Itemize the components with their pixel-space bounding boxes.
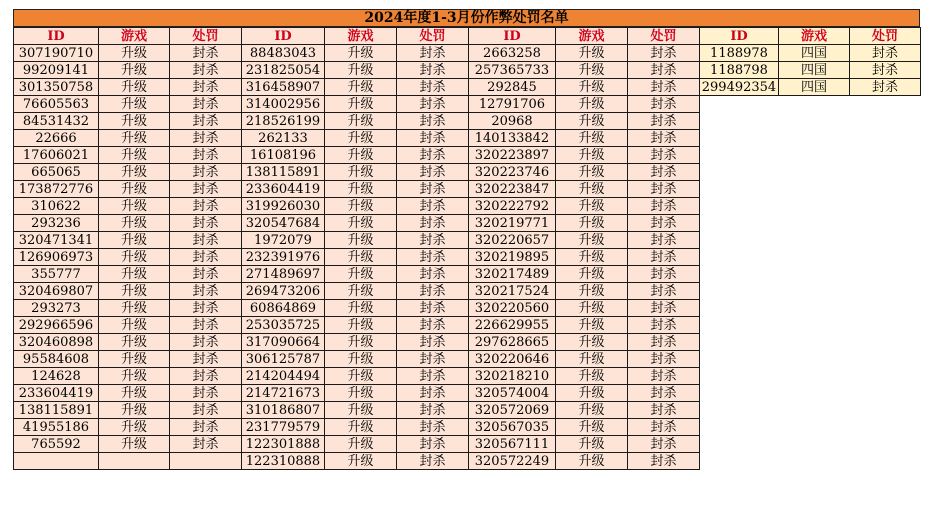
main-cell[interactable]: 319926030 xyxy=(242,198,325,215)
main-cell[interactable]: 升级 xyxy=(99,402,170,419)
main-cell[interactable]: 升级 xyxy=(325,368,397,385)
main-cell[interactable]: 封杀 xyxy=(170,113,242,130)
side-table-row xyxy=(700,62,921,79)
main-cell[interactable]: 升级 xyxy=(99,283,170,300)
main-cell[interactable]: 封杀 xyxy=(170,79,242,96)
main-cell[interactable]: 封杀 xyxy=(170,45,242,62)
main-cell[interactable]: 355777 xyxy=(14,266,99,283)
main-cell[interactable]: 封杀 xyxy=(397,283,469,300)
main-cell[interactable]: 封杀 xyxy=(628,334,700,351)
side-cell[interactable]: 四国 xyxy=(779,62,850,79)
main-cell[interactable]: 封杀 xyxy=(628,232,700,249)
main-cell[interactable]: 升级 xyxy=(325,351,397,368)
main-cell[interactable]: 封杀 xyxy=(628,419,700,436)
main-table-row xyxy=(14,249,700,266)
main-cell[interactable]: 升级 xyxy=(556,402,628,419)
main-table-row xyxy=(14,453,700,470)
main-cell[interactable]: 84531432 xyxy=(14,113,99,130)
main-cell[interactable]: 232391976 xyxy=(242,249,325,266)
side-cell[interactable]: 四国 xyxy=(779,79,850,96)
main-cell[interactable]: 320220646 xyxy=(469,351,556,368)
main-cell[interactable]: 173872776 xyxy=(14,181,99,198)
main-cell[interactable]: 升级 xyxy=(556,266,628,283)
main-cell[interactable]: 封杀 xyxy=(397,130,469,147)
main-cell[interactable]: 257365733 xyxy=(469,62,556,79)
side-cell[interactable]: 四国 xyxy=(779,45,850,62)
main-cell[interactable]: 升级 xyxy=(556,283,628,300)
main-cell[interactable]: 升级 xyxy=(99,249,170,266)
main-cell[interactable]: 封杀 xyxy=(170,385,242,402)
main-cell[interactable]: 320223847 xyxy=(469,181,556,198)
main-cell[interactable]: 升级 xyxy=(325,232,397,249)
main-cell[interactable]: 292966596 xyxy=(14,317,99,334)
main-cell[interactable]: 升级 xyxy=(325,45,397,62)
main-cell[interactable]: 2663258 xyxy=(469,45,556,62)
main-cell[interactable]: 122301888 xyxy=(242,436,325,453)
main-cell[interactable]: 升级 xyxy=(556,79,628,96)
side-table-row xyxy=(700,45,921,62)
main-cell[interactable]: 封杀 xyxy=(628,300,700,317)
main-cell[interactable]: 233604419 xyxy=(242,181,325,198)
main-cell[interactable]: 升级 xyxy=(325,181,397,198)
main-cell[interactable]: 升级 xyxy=(99,113,170,130)
main-cell[interactable]: 307190710 xyxy=(14,45,99,62)
main-cell[interactable]: 封杀 xyxy=(170,300,242,317)
main-cell[interactable]: 293273 xyxy=(14,300,99,317)
main-table-row xyxy=(14,215,700,232)
main-cell[interactable]: 封杀 xyxy=(628,113,700,130)
main-cell[interactable]: 升级 xyxy=(556,317,628,334)
main-cell[interactable]: 314002956 xyxy=(242,96,325,113)
main-cell[interactable]: 升级 xyxy=(556,453,628,470)
main-cell[interactable]: 升级 xyxy=(99,62,170,79)
side-table-row xyxy=(700,79,921,96)
main-cell[interactable]: 封杀 xyxy=(628,147,700,164)
main-cell[interactable]: 升级 xyxy=(99,45,170,62)
main-cell[interactable]: 封杀 xyxy=(628,453,700,470)
main-cell[interactable]: 320219771 xyxy=(469,215,556,232)
main-table-row xyxy=(14,130,700,147)
side-column-header[interactable]: 处罚 xyxy=(850,28,921,45)
main-column-header[interactable]: 游戏 xyxy=(556,28,628,45)
main-cell[interactable]: 升级 xyxy=(99,266,170,283)
main-column-header[interactable]: ID xyxy=(242,28,325,45)
main-cell[interactable]: 封杀 xyxy=(170,130,242,147)
main-cell[interactable]: 升级 xyxy=(99,232,170,249)
main-cell[interactable]: 升级 xyxy=(556,96,628,113)
main-cell[interactable]: 封杀 xyxy=(170,215,242,232)
main-cell[interactable]: 升级 xyxy=(99,300,170,317)
main-cell[interactable]: 320572069 xyxy=(469,402,556,419)
main-cell[interactable]: 升级 xyxy=(325,300,397,317)
main-cell[interactable]: 218526199 xyxy=(242,113,325,130)
main-table-row xyxy=(14,317,700,334)
main-cell[interactable]: 封杀 xyxy=(170,96,242,113)
main-cell[interactable]: 升级 xyxy=(99,385,170,402)
main-cell[interactable]: 封杀 xyxy=(170,334,242,351)
main-table-row xyxy=(14,300,700,317)
main-column-header[interactable]: 游戏 xyxy=(99,28,170,45)
main-cell[interactable]: 20968 xyxy=(469,113,556,130)
main-cell[interactable]: 138115891 xyxy=(242,164,325,181)
main-cell[interactable]: 封杀 xyxy=(397,164,469,181)
main-cell[interactable]: 231779579 xyxy=(242,419,325,436)
main-cell[interactable]: 封杀 xyxy=(628,436,700,453)
main-cell[interactable]: 升级 xyxy=(556,351,628,368)
main-cell[interactable]: 封杀 xyxy=(397,402,469,419)
main-cell[interactable]: 封杀 xyxy=(397,232,469,249)
main-cell[interactable]: 41955186 xyxy=(14,419,99,436)
main-cell[interactable]: 226629955 xyxy=(469,317,556,334)
side-header-row xyxy=(700,28,921,45)
main-cell[interactable]: 封杀 xyxy=(170,419,242,436)
main-cell[interactable]: 升级 xyxy=(556,300,628,317)
main-cell[interactable]: 升级 xyxy=(99,317,170,334)
main-cell[interactable]: 升级 xyxy=(325,402,397,419)
main-cell[interactable]: 765592 xyxy=(14,436,99,453)
main-cell[interactable]: 297628665 xyxy=(469,334,556,351)
main-cell[interactable] xyxy=(170,453,242,470)
main-cell[interactable]: 310186807 xyxy=(242,402,325,419)
main-cell[interactable]: 封杀 xyxy=(397,249,469,266)
main-cell[interactable]: 封杀 xyxy=(170,368,242,385)
main-cell[interactable]: 22666 xyxy=(14,130,99,147)
main-column-header[interactable]: 处罚 xyxy=(397,28,469,45)
main-cell[interactable]: 封杀 xyxy=(397,96,469,113)
main-cell[interactable]: 12791706 xyxy=(469,96,556,113)
main-cell[interactable]: 封杀 xyxy=(628,402,700,419)
main-cell[interactable]: 封杀 xyxy=(170,198,242,215)
main-cell[interactable]: 封杀 xyxy=(397,198,469,215)
main-cell[interactable]: 封杀 xyxy=(628,385,700,402)
main-cell[interactable]: 封杀 xyxy=(397,368,469,385)
main-cell[interactable]: 升级 xyxy=(556,198,628,215)
main-cell[interactable]: 138115891 xyxy=(14,402,99,419)
main-column-header[interactable]: 游戏 xyxy=(325,28,397,45)
main-cell[interactable]: 升级 xyxy=(325,436,397,453)
main-cell[interactable]: 封杀 xyxy=(170,249,242,266)
main-cell[interactable]: 封杀 xyxy=(628,266,700,283)
main-cell[interactable]: 316458907 xyxy=(242,79,325,96)
main-cell[interactable]: 293236 xyxy=(14,215,99,232)
main-table-row xyxy=(14,62,700,79)
main-cell[interactable]: 封杀 xyxy=(628,181,700,198)
main-cell[interactable]: 升级 xyxy=(556,164,628,181)
main-cell[interactable]: 封杀 xyxy=(628,79,700,96)
main-cell[interactable]: 60864869 xyxy=(242,300,325,317)
main-cell[interactable]: 封杀 xyxy=(397,147,469,164)
main-cell[interactable]: 封杀 xyxy=(628,130,700,147)
main-cell[interactable]: 1972079 xyxy=(242,232,325,249)
main-cell[interactable]: 升级 xyxy=(99,419,170,436)
main-cell[interactable]: 升级 xyxy=(325,113,397,130)
main-cell[interactable]: 升级 xyxy=(325,334,397,351)
main-cell[interactable]: 升级 xyxy=(556,113,628,130)
main-cell[interactable]: 262133 xyxy=(242,130,325,147)
main-cell[interactable]: 封杀 xyxy=(628,249,700,266)
main-cell[interactable]: 升级 xyxy=(99,181,170,198)
main-cell[interactable]: 封杀 xyxy=(170,317,242,334)
main-cell[interactable]: 封杀 xyxy=(397,385,469,402)
main-cell[interactable]: 封杀 xyxy=(397,419,469,436)
side-cell[interactable]: 封杀 xyxy=(850,45,921,62)
main-cell[interactable]: 封杀 xyxy=(628,164,700,181)
main-cell[interactable]: 320547684 xyxy=(242,215,325,232)
main-cell[interactable]: 124628 xyxy=(14,368,99,385)
main-cell[interactable]: 封杀 xyxy=(628,317,700,334)
main-cell[interactable]: 升级 xyxy=(99,198,170,215)
side-cell[interactable]: 299492354 xyxy=(700,79,779,96)
main-cell[interactable]: 封杀 xyxy=(170,232,242,249)
main-cell[interactable]: 封杀 xyxy=(170,283,242,300)
main-cell[interactable] xyxy=(14,453,99,470)
main-cell[interactable]: 封杀 xyxy=(628,62,700,79)
main-cell[interactable]: 升级 xyxy=(325,215,397,232)
main-cell[interactable]: 升级 xyxy=(325,164,397,181)
main-cell[interactable]: 16108196 xyxy=(242,147,325,164)
main-cell[interactable]: 升级 xyxy=(556,436,628,453)
main-cell[interactable]: 封杀 xyxy=(397,215,469,232)
main-table-row xyxy=(14,334,700,351)
main-cell[interactable]: 升级 xyxy=(325,419,397,436)
main-cell[interactable]: 封杀 xyxy=(170,147,242,164)
main-cell[interactable]: 升级 xyxy=(556,368,628,385)
main-cell[interactable]: 320217489 xyxy=(469,266,556,283)
main-cell[interactable]: 封杀 xyxy=(397,300,469,317)
main-cell[interactable]: 封杀 xyxy=(397,317,469,334)
main-cell[interactable]: 升级 xyxy=(556,147,628,164)
main-cell[interactable]: 升级 xyxy=(325,147,397,164)
main-cell[interactable]: 升级 xyxy=(556,181,628,198)
main-column-header[interactable]: ID xyxy=(14,28,99,45)
main-table-row xyxy=(14,113,700,130)
main-table-row xyxy=(14,283,700,300)
side-column-header[interactable]: 游戏 xyxy=(779,28,850,45)
main-cell[interactable]: 封杀 xyxy=(170,164,242,181)
main-table-row xyxy=(14,45,700,62)
main-cell[interactable]: 升级 xyxy=(99,130,170,147)
main-cell[interactable]: 317090664 xyxy=(242,334,325,351)
main-cell[interactable]: 320218210 xyxy=(469,368,556,385)
main-table-row xyxy=(14,96,700,113)
main-cell[interactable]: 升级 xyxy=(99,215,170,232)
main-cell[interactable]: 封杀 xyxy=(170,436,242,453)
main-cell[interactable]: 320217524 xyxy=(469,283,556,300)
main-cell[interactable]: 320471341 xyxy=(14,232,99,249)
main-cell[interactable]: 封杀 xyxy=(397,266,469,283)
main-cell[interactable]: 320222792 xyxy=(469,198,556,215)
main-cell[interactable]: 封杀 xyxy=(397,62,469,79)
main-cell[interactable]: 99209141 xyxy=(14,62,99,79)
main-table-row xyxy=(14,266,700,283)
sheet-title[interactable]: 2024年度1-3月份作弊处罚名单 xyxy=(13,9,920,27)
main-cell[interactable]: 封杀 xyxy=(628,368,700,385)
main-cell[interactable]: 封杀 xyxy=(397,45,469,62)
main-cell[interactable]: 升级 xyxy=(99,368,170,385)
main-cell[interactable]: 升级 xyxy=(325,96,397,113)
main-cell[interactable]: 665065 xyxy=(14,164,99,181)
main-cell[interactable]: 升级 xyxy=(556,232,628,249)
main-cell[interactable]: 升级 xyxy=(556,385,628,402)
main-column-header[interactable]: ID xyxy=(469,28,556,45)
main-cell[interactable]: 升级 xyxy=(325,62,397,79)
main-cell[interactable]: 320567111 xyxy=(469,436,556,453)
main-table-row xyxy=(14,385,700,402)
main-cell[interactable]: 升级 xyxy=(556,62,628,79)
main-cell[interactable]: 95584608 xyxy=(14,351,99,368)
main-cell[interactable] xyxy=(99,453,170,470)
main-cell[interactable]: 封杀 xyxy=(397,334,469,351)
main-cell[interactable]: 升级 xyxy=(99,436,170,453)
main-column-header[interactable]: 处罚 xyxy=(628,28,700,45)
main-cell[interactable]: 封杀 xyxy=(170,181,242,198)
main-cell[interactable]: 升级 xyxy=(99,96,170,113)
main-cell[interactable]: 231825054 xyxy=(242,62,325,79)
main-cell[interactable]: 320223897 xyxy=(469,147,556,164)
main-cell[interactable]: 升级 xyxy=(99,164,170,181)
main-cell[interactable]: 升级 xyxy=(325,283,397,300)
main-table-row xyxy=(14,419,700,436)
main-cell[interactable]: 320572249 xyxy=(469,453,556,470)
main-cell[interactable]: 301350758 xyxy=(14,79,99,96)
main-cell[interactable]: 253035725 xyxy=(242,317,325,334)
side-column-header[interactable]: ID xyxy=(700,28,779,45)
main-cell[interactable]: 升级 xyxy=(325,266,397,283)
main-cell[interactable]: 升级 xyxy=(556,249,628,266)
main-cell[interactable]: 126906973 xyxy=(14,249,99,266)
side-cell[interactable]: 封杀 xyxy=(850,79,921,96)
main-table-row xyxy=(14,181,700,198)
main-cell[interactable]: 76605563 xyxy=(14,96,99,113)
main-cell[interactable]: 升级 xyxy=(556,334,628,351)
main-cell[interactable]: 233604419 xyxy=(14,385,99,402)
main-cell[interactable]: 升级 xyxy=(325,198,397,215)
main-table-row xyxy=(14,232,700,249)
main-cell[interactable]: 88483043 xyxy=(242,45,325,62)
main-cell[interactable]: 320219895 xyxy=(469,249,556,266)
main-cell[interactable]: 306125787 xyxy=(242,351,325,368)
main-cell[interactable]: 升级 xyxy=(325,453,397,470)
main-cell[interactable]: 升级 xyxy=(325,317,397,334)
main-cell[interactable]: 升级 xyxy=(325,130,397,147)
main-cell[interactable]: 封杀 xyxy=(397,79,469,96)
main-table-row xyxy=(14,402,700,419)
main-cell[interactable]: 升级 xyxy=(325,249,397,266)
main-cell[interactable]: 320567035 xyxy=(469,419,556,436)
main-cell[interactable]: 封杀 xyxy=(628,45,700,62)
main-cell[interactable]: 升级 xyxy=(556,130,628,147)
main-cell[interactable]: 122310888 xyxy=(242,453,325,470)
main-cell[interactable]: 封杀 xyxy=(397,453,469,470)
main-cell[interactable]: 升级 xyxy=(556,215,628,232)
main-cell[interactable]: 310622 xyxy=(14,198,99,215)
main-table-row xyxy=(14,351,700,368)
main-cell[interactable]: 封杀 xyxy=(628,96,700,113)
main-cell[interactable]: 320220560 xyxy=(469,300,556,317)
main-cell[interactable]: 升级 xyxy=(99,79,170,96)
main-penalty-table xyxy=(13,27,700,470)
side-cell[interactable]: 1188978 xyxy=(700,45,779,62)
main-cell[interactable]: 升级 xyxy=(99,351,170,368)
main-cell[interactable]: 214204494 xyxy=(242,368,325,385)
main-table-row xyxy=(14,164,700,181)
main-cell[interactable]: 封杀 xyxy=(397,113,469,130)
main-cell[interactable]: 升级 xyxy=(99,147,170,164)
main-cell[interactable]: 271489697 xyxy=(242,266,325,283)
main-cell[interactable]: 升级 xyxy=(556,45,628,62)
main-table-row xyxy=(14,79,700,96)
main-cell[interactable]: 292845 xyxy=(469,79,556,96)
main-table-row xyxy=(14,147,700,164)
main-header-row xyxy=(14,28,700,45)
main-cell[interactable]: 214721673 xyxy=(242,385,325,402)
main-cell[interactable]: 320460898 xyxy=(14,334,99,351)
main-cell[interactable]: 封杀 xyxy=(397,351,469,368)
side-cell[interactable]: 封杀 xyxy=(850,62,921,79)
main-cell[interactable]: 320220657 xyxy=(469,232,556,249)
main-cell[interactable]: 17606021 xyxy=(14,147,99,164)
main-cell[interactable]: 封杀 xyxy=(170,402,242,419)
main-cell[interactable]: 升级 xyxy=(325,79,397,96)
main-cell[interactable]: 封杀 xyxy=(170,266,242,283)
main-cell[interactable]: 封杀 xyxy=(628,198,700,215)
main-cell[interactable]: 封杀 xyxy=(397,181,469,198)
main-table-row xyxy=(14,368,700,385)
main-column-header[interactable]: 处罚 xyxy=(170,28,242,45)
side-penalty-table xyxy=(699,27,921,96)
main-cell[interactable]: 封杀 xyxy=(170,62,242,79)
main-cell[interactable]: 320223746 xyxy=(469,164,556,181)
main-table-row xyxy=(14,198,700,215)
main-table-row xyxy=(14,436,700,453)
side-cell[interactable]: 1188798 xyxy=(700,62,779,79)
main-cell[interactable]: 升级 xyxy=(99,334,170,351)
main-cell[interactable]: 140133842 xyxy=(469,130,556,147)
main-cell[interactable]: 封杀 xyxy=(628,215,700,232)
main-cell[interactable]: 封杀 xyxy=(170,351,242,368)
main-cell[interactable]: 封杀 xyxy=(628,283,700,300)
main-cell[interactable]: 封杀 xyxy=(397,436,469,453)
main-cell[interactable]: 升级 xyxy=(556,419,628,436)
main-cell[interactable]: 320469807 xyxy=(14,283,99,300)
main-cell[interactable]: 320574004 xyxy=(469,385,556,402)
main-cell[interactable]: 封杀 xyxy=(628,351,700,368)
main-cell[interactable]: 269473206 xyxy=(242,283,325,300)
main-cell[interactable]: 升级 xyxy=(325,385,397,402)
